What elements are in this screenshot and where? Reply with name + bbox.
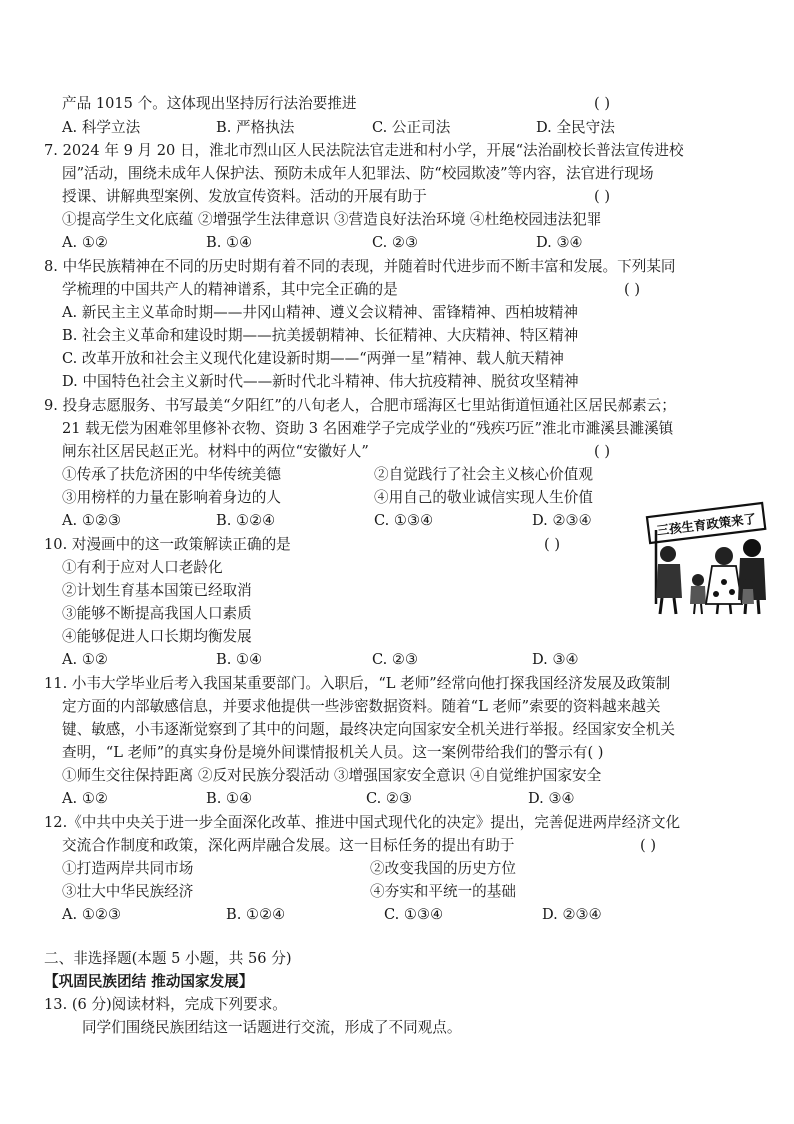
q6-option-c: C. 公正司法 xyxy=(372,119,451,136)
q8-stem-line-2: 学梳理的中国共产人的精神谱系，其中完全正确的是 xyxy=(62,281,398,298)
q7-option-c: C. ②③ xyxy=(372,234,419,251)
q11-option-a: A. ①② xyxy=(62,790,108,807)
q8-choice-b: B. 社会主义革命和建设时期——抗美援朝精神、长征精神、大庆精神、特区精神 xyxy=(62,327,579,344)
q12-option-a: A. ①②③ xyxy=(62,906,122,923)
q8-answer-paren: ( ) xyxy=(624,281,641,298)
q7-option-d: D. ③④ xyxy=(536,234,583,251)
section-two-heading: 二、非选择题(本题 5 小题，共 56 分) xyxy=(44,950,292,967)
q12-stem-line-1: 12.《中共中央关于进一步全面深化改革、推进中国式现代化的决定》提出，完善促进两岸经济文化 xyxy=(44,814,681,831)
q9-stem-line-2: 21 载无偿为困难邻里修补衣物、资助 3 名困难学子完成学业的“残疾巧匠”淮北市濉溪县濉溪镇 xyxy=(62,420,674,437)
q6-option-a: A. 科学立法 xyxy=(62,119,141,136)
q12-statement-4: ④夯实和平统一的基础 xyxy=(370,883,516,900)
q13-material: 同学们围绕民族团结这一话题进行交流，形成了不同观点。 xyxy=(82,1019,462,1036)
q9-option-c: C. ①③④ xyxy=(374,512,434,529)
q7-stem-line-2: 园”活动，围绕未成年人保护法、预防未成年人犯罪法、防“校园欺凌”等内容，法官进行现场 xyxy=(62,165,654,182)
q7-option-b: B. ①④ xyxy=(206,234,253,251)
q13-stem: 13. (6 分)阅读材料，完成下列要求。 xyxy=(44,996,287,1013)
q9-answer-paren: ( ) xyxy=(594,443,611,460)
q6-option-b: B. 严格执法 xyxy=(216,119,295,136)
q7-option-a: A. ①② xyxy=(62,234,108,251)
q12-statement-2: ②改变我国的历史方位 xyxy=(370,860,516,877)
q9-stem-line-1: 9. 投身志愿服务、书写最美“夕阳红”的八旬老人，合肥市瑶海区七里站街道恒通社区居民郝素云； xyxy=(44,397,676,414)
q10-statement-1: ①有利于应对人口老龄化 xyxy=(62,559,223,576)
cartoon-banner-text: 三孩生育政策来了 xyxy=(655,510,757,539)
q11-stem-line-1: 11. 小韦大学毕业后考入我国某重要部门。入职后，“L 老师”经常向他打探我国经济发展及政策制 xyxy=(44,675,671,692)
q12-option-b: B. ①②④ xyxy=(226,906,286,923)
q10-answer-paren: ( ) xyxy=(544,536,561,553)
q12-statement-3: ③壮大中华民族经济 xyxy=(62,883,194,900)
q6-stem-line: 产品 1015 个。这体现出坚持厉行法治要推进 xyxy=(62,95,357,112)
q9-statement-4: ④用自己的敬业诚信实现人生价值 xyxy=(374,489,593,506)
q9-option-a: A. ①②③ xyxy=(62,512,122,529)
q12-option-c: C. ①③④ xyxy=(384,906,444,923)
cartoon-illustration xyxy=(640,500,772,618)
q8-choice-d: D. 中国特色社会主义新时代——新时代北斗精神、伟大抗疫精神、脱贫攻坚精神 xyxy=(62,373,579,390)
q12-option-d: D. ②③④ xyxy=(542,906,602,923)
q10-option-c: C. ②③ xyxy=(372,651,419,668)
q10-statement-3: ③能够不断提高我国人口素质 xyxy=(62,605,252,622)
q11-option-d: D. ③④ xyxy=(528,790,575,807)
q7-answer-paren: ( ) xyxy=(594,188,611,205)
q8-stem-line-1: 8. 中华民族精神在不同的历史时期有着不同的表现，并随着时代进步而不断丰富和发展。下列某同 xyxy=(44,258,676,275)
q9-stem-line-3: 闸东社区居民赵正光。材料中的两位“安徽好人” xyxy=(62,443,369,460)
policy-cartoon xyxy=(640,500,772,618)
q10-stem-line: 10. 对漫画中的这一政策解读正确的是 xyxy=(44,536,291,553)
q11-stem-line-2: 定方面的内部敏感信息，并要求他提供一些涉密数据资料。随着“L 老师”索要的资料越来越关 xyxy=(62,698,661,715)
q12-answer-paren: ( ) xyxy=(640,837,657,854)
q11-statements: ①师生交往保持距离 ②反对民族分裂活动 ③增强国家安全意识 ④自觉维护国家安全 xyxy=(62,767,602,784)
q11-stem-line-3: 键、敏感，小韦逐渐觉察到了其中的问题，最终决定向国家安全机关进行举报。经国家安全机关 xyxy=(62,721,675,738)
q9-option-b: B. ①②④ xyxy=(216,512,276,529)
q11-option-c: C. ②③ xyxy=(366,790,413,807)
q12-stem-line-2: 交流合作制度和政策，深化两岸融合发展。这一目标任务的提出有助于 xyxy=(62,837,515,854)
section-two-theme: 【巩固民族团结 推动国家发展】 xyxy=(44,973,254,990)
q7-statements: ①提高学生文化底蕴 ②增强学生法律意识 ③营造良好法治环境 ④杜绝校园违法犯罪 xyxy=(62,211,602,228)
q10-statement-4: ④能够促进人口长期均衡发展 xyxy=(62,628,252,645)
q10-option-b: B. ①④ xyxy=(216,651,263,668)
q9-option-d: D. ②③④ xyxy=(532,512,592,529)
q9-statement-1: ①传承了扶危济困的中华传统美德 xyxy=(62,466,281,483)
q6-option-d: D. 全民守法 xyxy=(536,119,615,136)
q7-stem-line-3: 授课、讲解典型案例、发放宣传资料。活动的开展有助于 xyxy=(62,188,427,205)
q11-option-b: B. ①④ xyxy=(206,790,253,807)
q12-statement-1: ①打造两岸共同市场 xyxy=(62,860,194,877)
q10-option-d: D. ③④ xyxy=(532,651,579,668)
q6-answer-paren: ( ) xyxy=(594,95,611,112)
q10-option-a: A. ①② xyxy=(62,651,108,668)
q10-statement-2: ②计划生育基本国策已经取消 xyxy=(62,582,252,599)
q8-choice-c: C. 改革开放和社会主义现代化建设新时期——“两弹一星”精神、载人航天精神 xyxy=(62,350,564,367)
q8-choice-a: A. 新民主主义革命时期——井冈山精神、遵义会议精神、雷锋精神、西柏坡精神 xyxy=(62,304,579,321)
q9-statement-2: ②自觉践行了社会主义核心价值观 xyxy=(374,466,593,483)
q11-stem-line-4: 查明，“L 老师”的真实身份是境外间谍情报机关人员。这一案例带给我们的警示有( ) xyxy=(62,744,604,761)
q7-stem-line-1: 7. 2024 年 9 月 20 日，淮北市烈山区人民法院法官走进和村小学，开展“法治副校长普法宣传进校 xyxy=(44,142,684,159)
q9-statement-3: ③用榜样的力量在影响着身边的人 xyxy=(62,489,281,506)
